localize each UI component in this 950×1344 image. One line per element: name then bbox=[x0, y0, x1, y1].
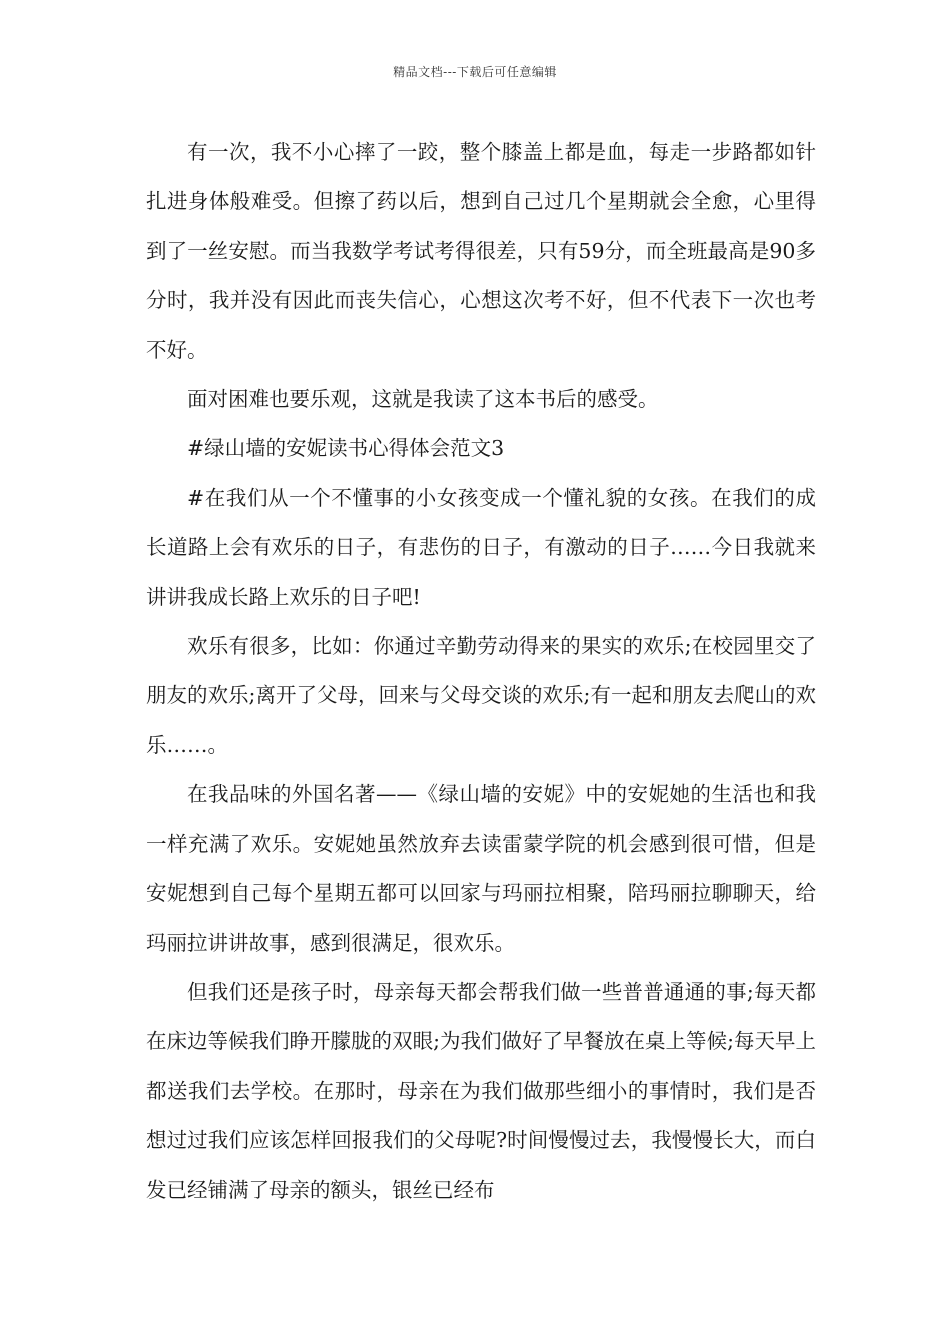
paragraph-3: #在我们从一个不懂事的小女孩变成一个懂礼貌的女孩。在我们的成长道路上会有欢乐的日子，有悲伤的日子，有激动的日子……今日我就来讲讲我成长路上欢乐的日子吧! bbox=[146, 485, 816, 609]
paragraph-2: 面对困难也要乐观，这就是我读了这本书后的感受。 bbox=[187, 387, 659, 412]
section-heading: #绿山墙的安妮读书心得体会范文3 bbox=[187, 436, 505, 461]
page-header: 精品文档---下载后可任意编辑 bbox=[393, 65, 557, 79]
document-body bbox=[146, 128, 816, 1215]
paragraph-1: 有一次，我不小心摔了一跤，整个膝盖上都是血，每走一步路都如针扎进身体般难受。但擦了药以后，想到自己过几个星期就会全愈，心里得到了一丝安慰。而当我数学考试考得很差，只有59分，而全班最高是90多分时，我并没有因此而丧失信心，心想这次考不好，但不代表下一次也考不好。 bbox=[146, 140, 816, 362]
paragraph-4: 欢乐有很多，比如：你通过辛勤劳动得来的果实的欢乐;在校园里交了朋友的欢乐;离开了父母，回来与父母交谈的欢乐;有一起和朋友去爬山的欢乐……。 bbox=[146, 634, 816, 757]
paragraph-6: 但我们还是孩子时，母亲每天都会帮我们做一些普普通通的事;每天都在床边等候我们睁开朦胧的双眼;为我们做好了早餐放在桌上等候;每天早上都送我们去学校。在那时，母亲在为我们做那些细小的事情时，我们是否想过过我们应该怎样回报我们的父母呢?时间慢慢过去，我慢慢长大，而白发已经铺满了母亲的额头，银丝已经布 bbox=[146, 979, 816, 1202]
paragraph-5: 在我品味的外国名著——《绿山墙的安妮》中的安妮她的生活也和我一样充满了欢乐。安妮她虽然放弃去读雷蒙学院的机会感到很可惜，但是安妮想到自己每个星期五都可以回家与玛丽拉相聚，陪玛丽拉聊聊天，给玛丽拉讲讲故事，感到很满足，很欢乐。 bbox=[146, 782, 816, 955]
